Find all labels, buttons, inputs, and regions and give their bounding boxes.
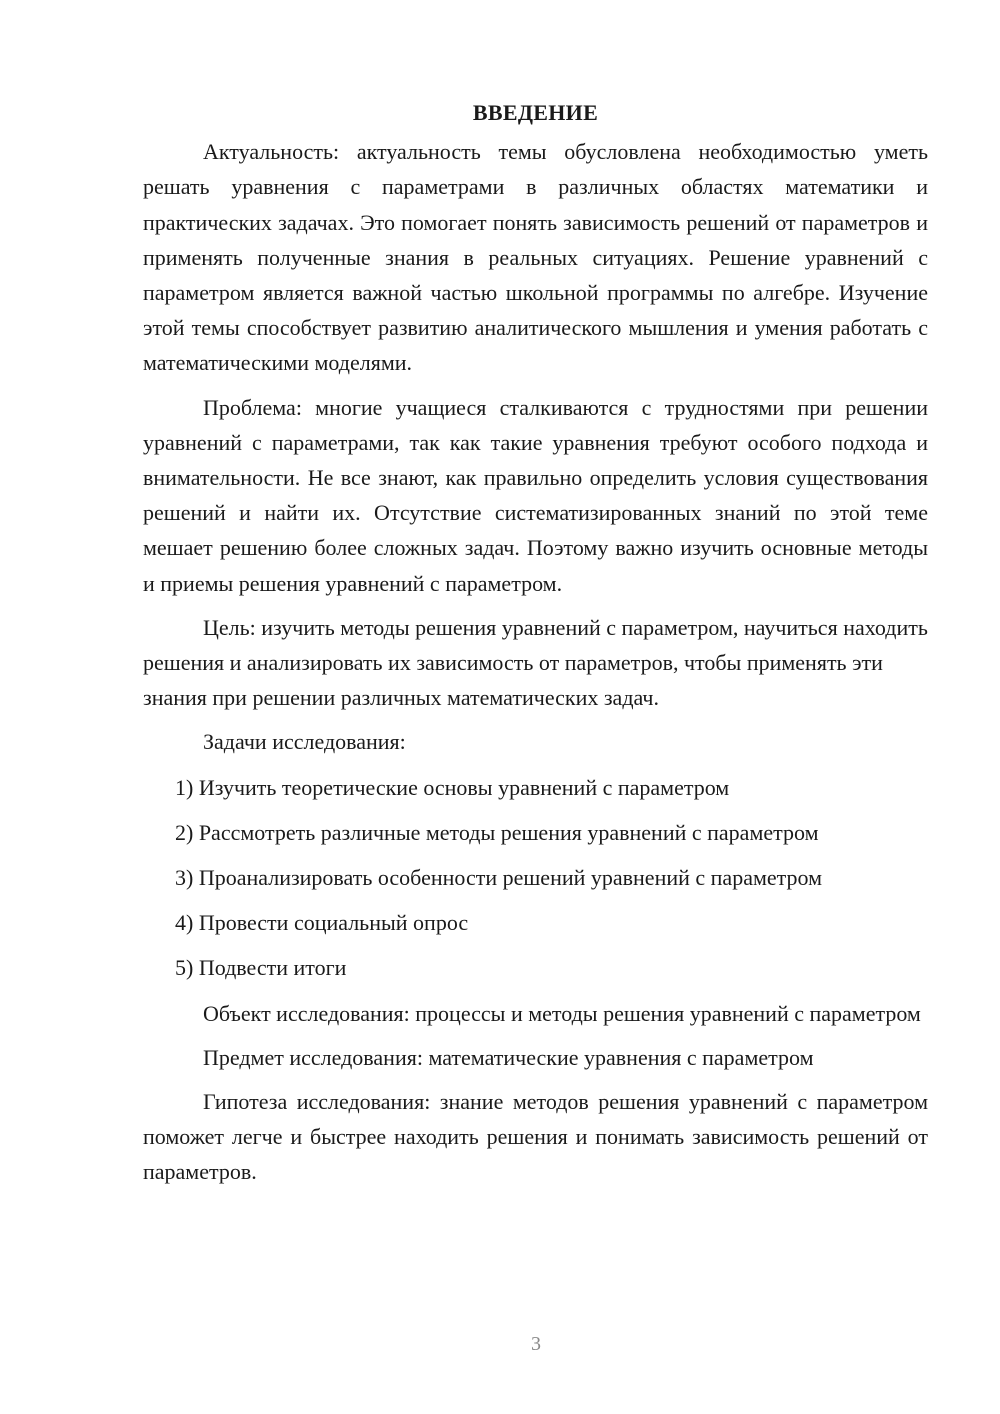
task-item-5: 5) Подвести итоги [175,955,347,981]
hypothesis-paragraph: Гипотеза исследования: знание методов решения уравнений с параметром поможет легче и быстрее находить решения и понимать зависимость решений от параметров. [143,1089,928,1185]
tasks-list [143,770,928,986]
object-paragraph: Объект исследования: процессы и методы решения уравнений с параметром [203,1000,921,1026]
goal-paragraph: Цель: изучить методы решения уравнений с параметром, научиться находить решения и анализировать их зависимость от параметров, чтобы применять эти знания при решении различных математических задач. [143,614,928,711]
task-item-1: 1) Изучить теоретические основы уравнений с параметром [175,774,730,800]
subject-paragraph: Предмет исследования: математические уравнения с параметром [203,1044,814,1070]
problem-paragraph: Проблема: многие учащиеся сталкиваются с трудностями при решении уравнений с параметрами, так как такие уравнения требуют особого подхода и внимательности. Не все знают, как правильно определить условия существования решений и найти их. Отсутствие систематизированных знаний по этой теме мешает решению более сложных задач. Поэтому важно изучить основные методы и приемы решения уравнений с параметром. [143,394,928,596]
page-content [143,95,928,1199]
page-number: 3 [531,1333,541,1355]
task-item-3: 3) Проанализировать особенности решений уравнений с параметром [175,865,823,891]
task-item-2: 2) Рассмотреть различные методы решения уравнений с параметром [175,819,819,845]
relevance-paragraph: Актуальность: актуальность темы обусловлена необходимостью уметь решать уравнения с параметрами в различных областях математики и практических задачах. Это помогает понять зависимость решений от параметров и применять полученные знания в реальных ситуациях. Решение уравнений с параметром является важной частью школьной программы по алгебре. Изучение этой темы способствует развитию аналитического мышления и умения работать с математическими моделями. [143,139,928,376]
page-title: ВВЕДЕНИЕ [472,100,599,125]
task-item-4: 4) Провести социальный опрос [175,910,469,936]
tasks-heading: Задачи исследования: [203,729,406,755]
